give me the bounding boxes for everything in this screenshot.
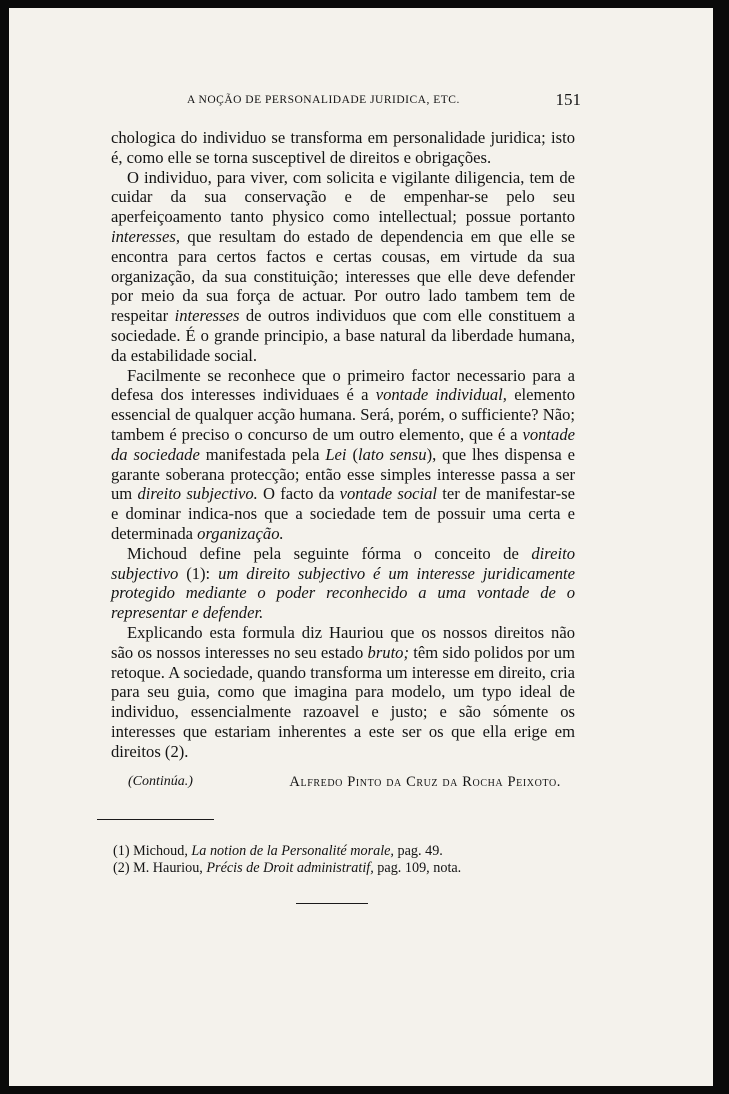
text-run: têm sido polidos por um retoque. A sociedade, quando transforma um interesse em direito, cria para seu guia, como que imagina para modelo, um typo ideal de individuo, essencialmente razoavel e justo; e são sómente os interesses que estariam inherentes a este ser os que ella erige em direitos (2).	[111, 642, 575, 761]
text-run: chologica do individuo se transforma em personalidade juridica; isto é, como elle se torna susceptivel de direitos e obrigações.	[111, 128, 575, 167]
text-run: de outros individuos que com elle constituem a sociedade. É o grande principio, a base natural da liberdade humana, da estabilidade social.	[111, 306, 575, 365]
text-run: pag. 109, nota.	[373, 860, 462, 876]
italic-text: um direito subjectivo é um interesse juridicamente protegido mediante o poder reconhecido a uma vontade de o representar e defender.	[111, 563, 575, 623]
italic-text: vontade social	[339, 484, 438, 504]
text-run: manifestada pela	[199, 444, 326, 464]
italic-text: direito subjectivo.	[137, 484, 258, 504]
text-run: ), que lhes dispensa e garante soberana protecção; então esse simples interesse passa a ser um	[111, 444, 576, 504]
italic-text: interesses,	[111, 226, 180, 246]
text-run: elemento essencial de qualquer acção humana. Será, porém, o sufficiente? Não; tambem é preciso o concurso de um outro elemento, que é a	[111, 385, 576, 444]
footnotes	[113, 843, 543, 877]
author-name: Alfredo Pinto da Cruz da Rocha Peixoto.	[289, 773, 561, 790]
text-run: (1):	[178, 563, 219, 583]
italic-text: Lei	[325, 444, 347, 464]
footnote-divider	[97, 819, 214, 820]
paragraph-continuation	[111, 128, 575, 168]
page-header	[187, 90, 581, 112]
paragraph-michoud	[111, 544, 575, 623]
text-run: O individuo, para viver, com solicita e vigilante diligencia, tem de cuidar da sua conservação e de empenhar-se pelo seu aperfeiçoamento tanto physico como intellectual; possue portanto	[111, 167, 575, 227]
text-run: Facilmente se reconhece que o primeiro factor necessario para a defesa dos interesses individuaes é a	[111, 365, 575, 405]
paragraph-hauriou	[111, 623, 575, 762]
text-run: que resultam do estado de dependencia em que elle se encontra para certos factos e certas cousas, em virtude da sua organização, da sua constituição; interesses que elle deve defender por meio da sua força de actuar. Por outro lado tambem tem de respeitar	[111, 226, 575, 326]
paragraph-vontade	[111, 366, 575, 544]
footnote-2	[113, 860, 543, 877]
end-rule	[296, 903, 368, 904]
page-number: 151	[555, 90, 581, 109]
text-run: pag. 49.	[393, 843, 443, 859]
italic-text: interesses	[174, 306, 240, 326]
text-run: (	[346, 444, 358, 464]
text-run: O facto da	[257, 484, 340, 504]
text-run: Explicando esta formula diz Hauriou que os nossos direitos não são os nossos interesses no seu estado	[111, 622, 575, 662]
book-page	[9, 8, 713, 1086]
footnote-1	[113, 843, 543, 860]
running-title: A NOÇÃO DE PERSONALIDADE JURIDICA, ETC.	[187, 94, 460, 106]
italic-text: vontade individual,	[375, 385, 507, 405]
text-run: Michoud define pela seguinte fórma o conceito de	[127, 543, 532, 563]
italic-text: direito subjectivo	[111, 543, 575, 583]
italic-text: organização.	[197, 523, 284, 543]
continua-note: (Continúa.)	[128, 773, 193, 789]
text-run: (2) M. Hauriou,	[113, 860, 207, 876]
italic-text: vontade da sociedade	[111, 424, 575, 464]
text-run: ter de manifestar-se e dominar indica-nos que a sociedade tem de possuir uma certa e determinada	[111, 484, 575, 543]
body-text	[111, 128, 575, 794]
text-run: (1) Michoud,	[113, 843, 192, 859]
italic-text: lato sensu	[357, 444, 427, 464]
italic-text: Précis de Droit administratif,	[206, 860, 374, 876]
signature-row	[111, 772, 575, 794]
paragraph-individuo	[111, 168, 575, 366]
italic-text: La notion de la Personalité morale,	[191, 843, 394, 859]
italic-text: bruto;	[367, 642, 409, 662]
